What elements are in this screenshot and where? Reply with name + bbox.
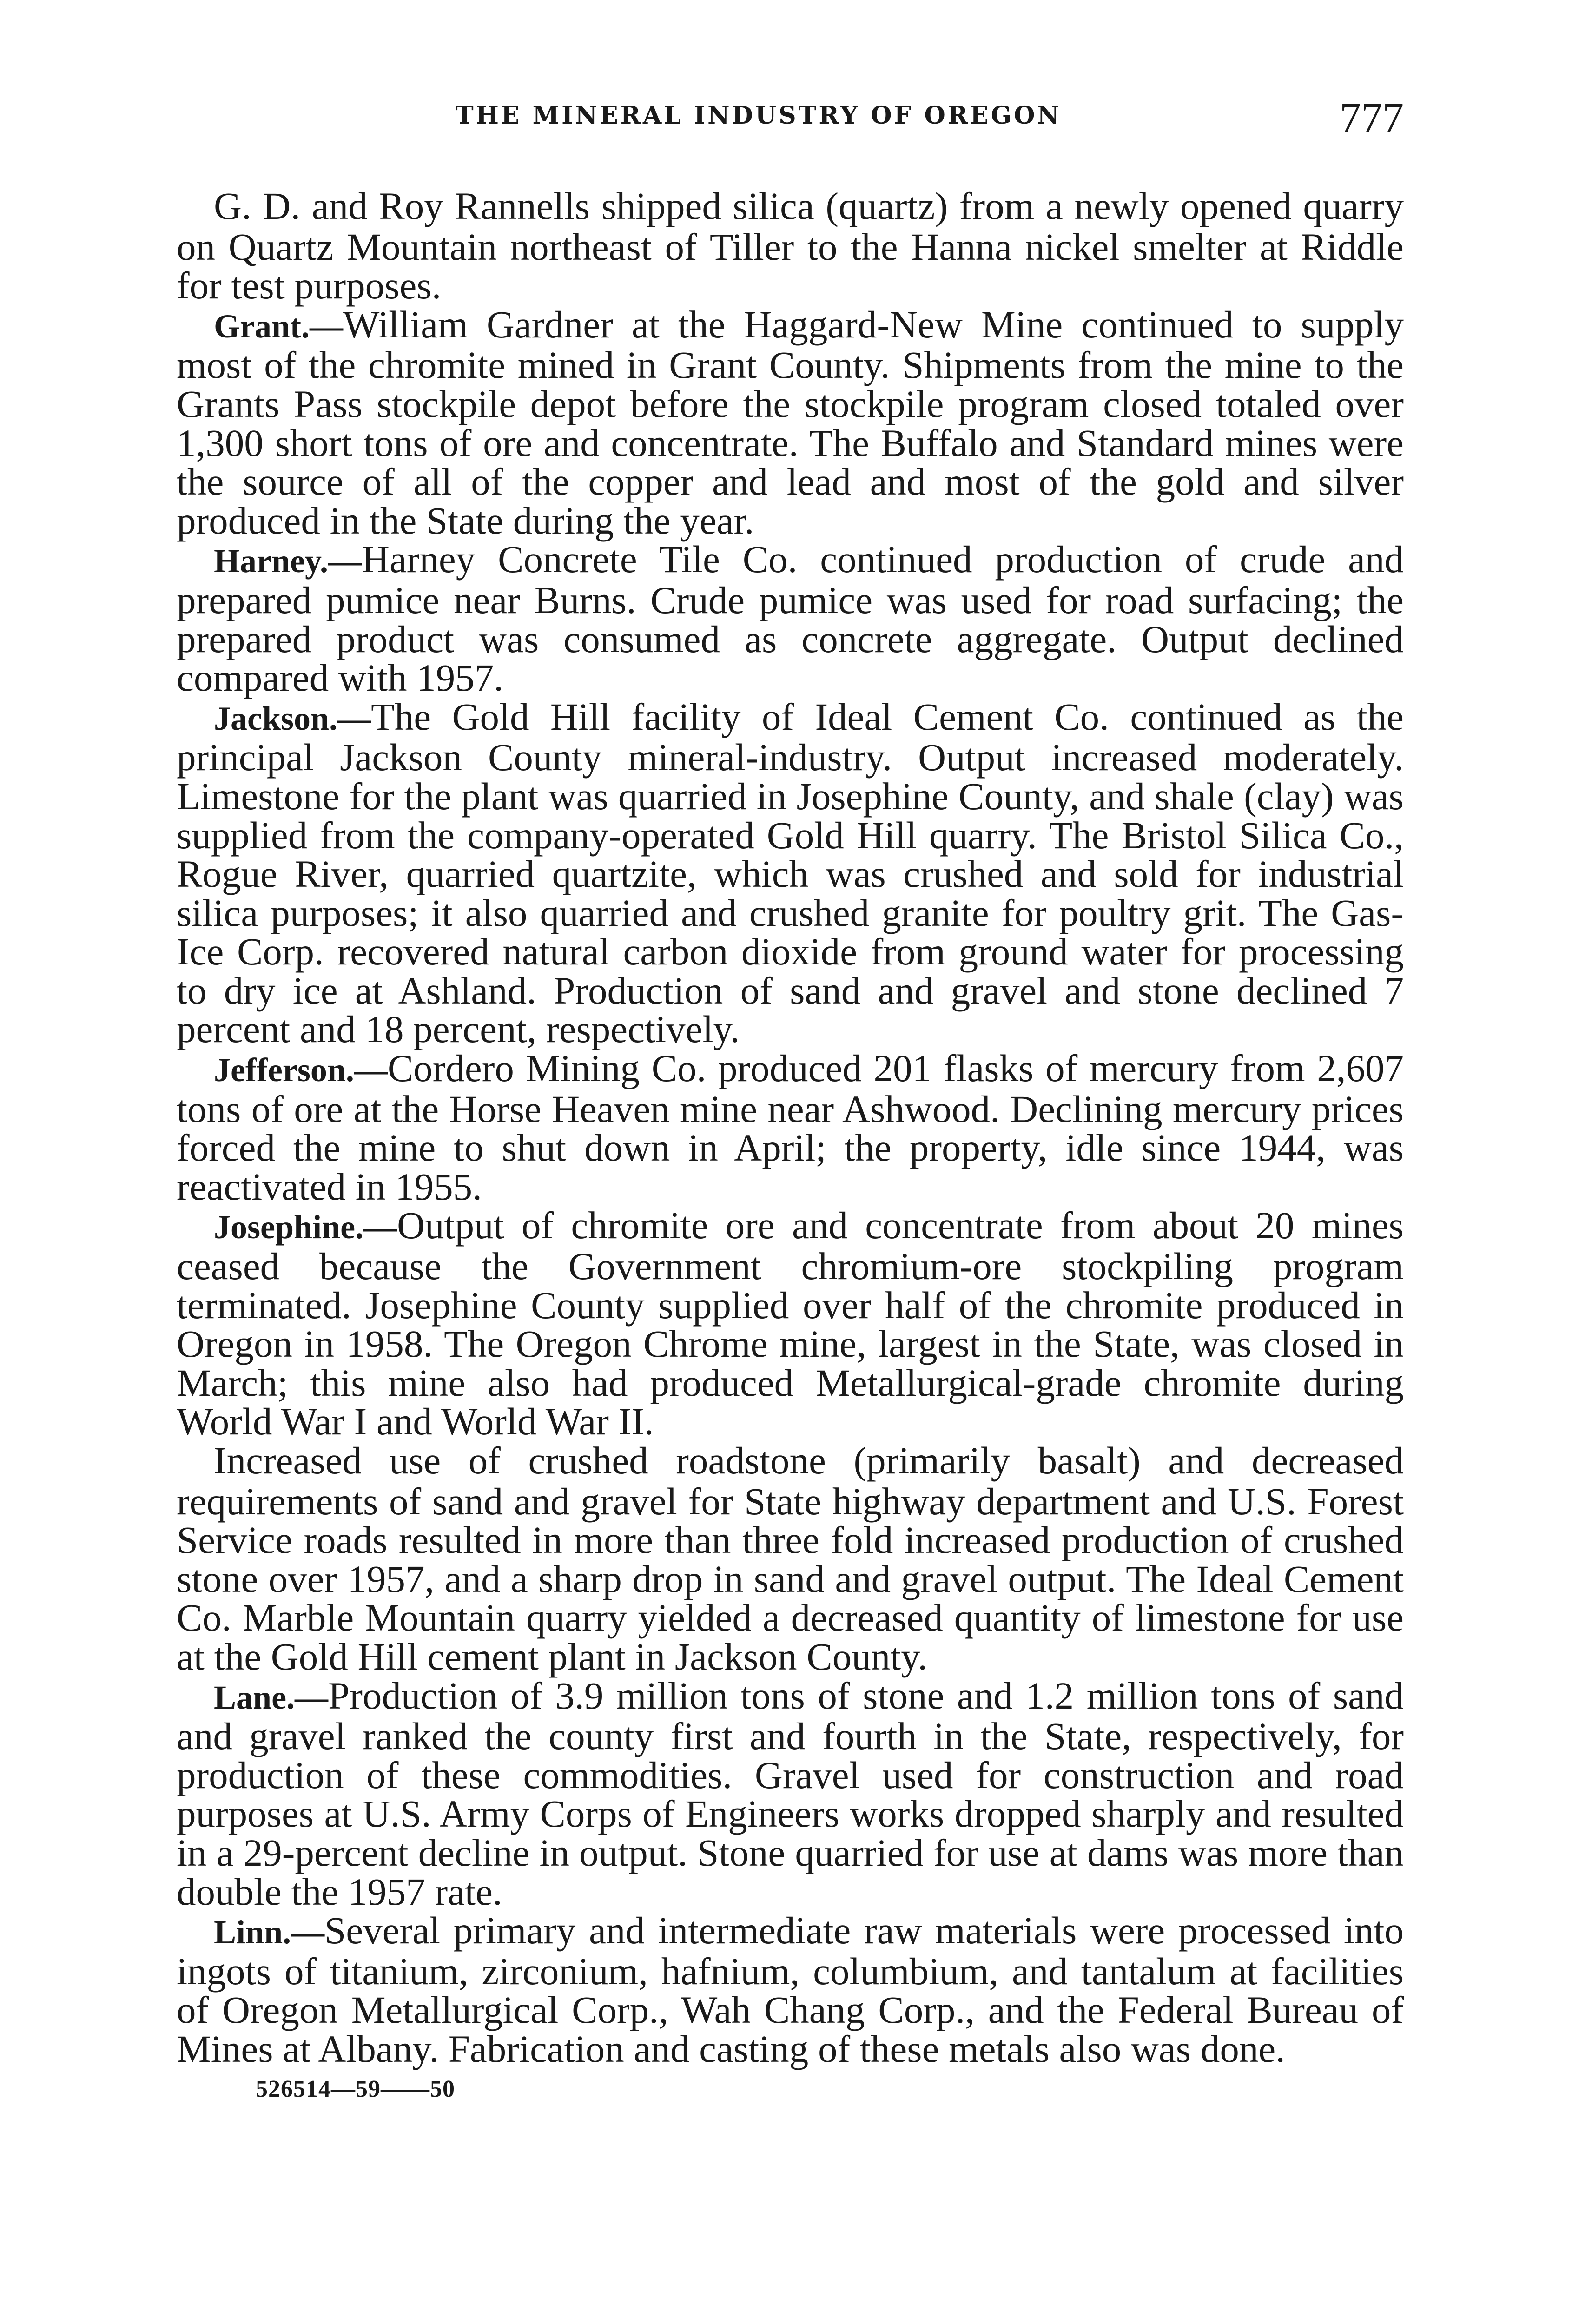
paragraph-text: William Gardner at the Haggard-New Mine continued to supply most of the chromite mined in Grant County. Shipments from the mine to the Grants Pass stockpile depot before the stockpile program closed totaled over 1,300 short tons of ore and concentrate. The Buffalo and Standard mines were the source of all of the copper and lead and most of the gold and silver produced in the State during the year. [177, 303, 1404, 542]
paragraph-roy-rannells [177, 187, 1404, 305]
paragraph-grant [177, 305, 1404, 541]
paragraph-josephine-roadstone [177, 1441, 1404, 1677]
paragraph-text: Cordero Mining Co. produced 201 flasks of mercury from 2,607 tons of ore at the Horse Heaven mine near Ashwood. Declining mercury prices forced the mine to shut down in April; the property, idle since 1944, was reactivated in 1955. [177, 1047, 1404, 1208]
page-number: 777 [1340, 94, 1404, 141]
paragraph-text: Increased use of crushed roadstone (primarily basalt) and decreased requirements of sand and gravel for State highway department and U.S. Forest Service roads resulted in more than three fold increased production of crushed stone over 1957, and a sharp drop in sand and gravel output. The Ideal Cement Co. Marble Mountain quarry yielded a decreased quantity of limestone for use at the Gold Hill cement plant in Jackson County. [177, 1439, 1404, 1678]
print-code: 526514—59——50 [256, 2075, 455, 2102]
paragraph-text: Harney Concrete Tile Co. continued production of crude and prepared pumice near Burns. Crude pumice was used for road surfacing; the prepared product was consumed as concrete aggregate. Output declined compared with 1957. [177, 538, 1404, 700]
paragraph-josephine [177, 1206, 1404, 1441]
county-heading-grant: Grant.— [214, 307, 343, 345]
county-heading-lane: Lane.— [214, 1678, 329, 1716]
paragraph-text: Output of chromite ore and concentrate from about 20 mines ceased because the Government chromium-ore stockpiling program terminated. Josephine County supplied over half of the chromite produced in Oregon in 1958. The Oregon Chrome mine, largest in the State, was closed in March; this mine also had produced Metallurgical-grade chromite during World War I and World War II. [177, 1204, 1404, 1443]
county-heading-linn: Linn.— [214, 1914, 325, 1951]
paragraph-text: Several primary and intermediate raw materials were processed into ingots of titanium, zirconium, hafnium, columbium, and tantalum at facilities of Oregon Metallurgical Corp., Wah Chang Corp., and the Federal Bureau of Mines at Albany. Fabrication and casting of these metals also was done. [177, 1909, 1404, 2070]
running-head [177, 88, 1404, 144]
county-heading-harney: Harney.— [214, 542, 362, 580]
paragraph-harney [177, 538, 1404, 700]
body-text [177, 187, 1404, 2069]
county-heading-jefferson: Jefferson.— [214, 1051, 388, 1089]
paragraph-text: Production of 3.9 million tons of stone and 1.2 million tons of sand and gravel ranked the county first and fourth in the State, respectively, for production of these commodities. Gravel used for construction and road purposes at U.S. Army Corps of Engineers works dropped sharply and resulted in a 29-percent decline in output. Stone quarried for use at dams was more than double the 1957 rate. [177, 1674, 1404, 1913]
running-title: THE MINERAL INDUSTRY OF OREGON [456, 101, 1062, 130]
paragraph-linn [177, 1911, 1404, 2068]
paragraph-lane [177, 1674, 1404, 1913]
county-heading-josephine: Josephine.— [214, 1208, 397, 1246]
paragraph-text: The Gold Hill facility of Ideal Cement Co. continued as the principal Jackson County mineral-industry. Output increased moderately. Limestone for the plant was quarried in Josephine County, and shale (clay) was supplied from the company-operated Gold Hill quarry. The Bristol Silica Co., Rogue River, quarried quartzite, which was crushed and sold for industrial silica purposes; it also quarried and crushed granite for poultry grit. The Gas-Ice Corp. recovered natural carbon dioxide from ground water for processing to dry ice at Ashland. Production of sand and gravel and stone declined 7 percent and 18 percent, respectively. [177, 695, 1404, 1051]
paragraph-jefferson [177, 1049, 1404, 1206]
paragraph-jackson [177, 695, 1404, 1051]
page [177, 88, 1404, 2103]
paragraph-text: G. D. and Roy Rannells shipped silica (quartz) from a newly opened quarry on Quartz Mountain northeast of Tiller to the Hanna nickel smelter at Riddle for test purposes. [177, 185, 1404, 307]
county-heading-jackson: Jackson.— [214, 700, 371, 737]
